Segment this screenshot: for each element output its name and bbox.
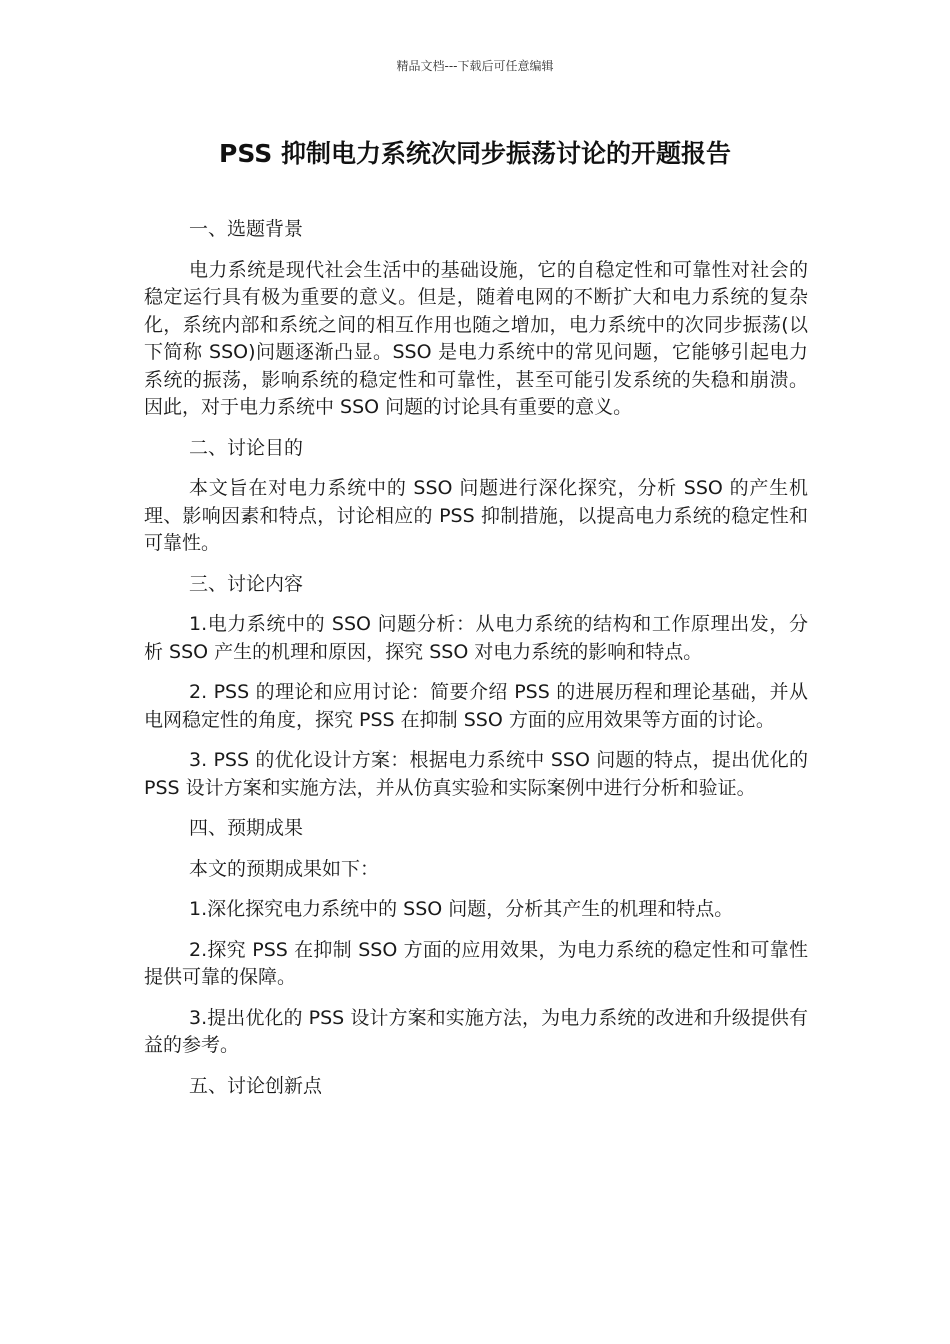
section-heading-outcomes: 四、预期成果	[189, 817, 304, 839]
section-heading-innovation: 五、讨论创新点	[189, 1074, 323, 1097]
header-note: 精品文档---下载后可任意编辑	[396, 59, 554, 73]
paragraph-outcome-3: 3.提出优化的 PSS 设计方案和实施方法，为电力系统的改进和升级提供有益的参考。	[144, 1006, 808, 1056]
document-body	[144, 216, 808, 1113]
paragraph-background: 电力系统是现代社会生活中的基础设施，它的自稳定性和可靠性对社会的稳定运行具有极为重要的意义。但是，随着电网的不断扩大和电力系统的复杂化，系统内部和系统之间的相互作用也随之增加，电力系统中的次同步振荡(以下简称 SSO)问题逐渐凸显。SSO 是电力系统中的常见问题，它能够引起电力系统的振荡，影响系统的稳定性和可靠性，甚至可能引发系统的失稳和崩溃。因此，对于电力系统中 SSO 问题的讨论具有重要的意义。	[144, 258, 808, 418]
paragraph-outcome-1: 1.深化探究电力系统中的 SSO 问题，分析其产生的机理和特点。	[189, 898, 734, 920]
paragraph-content-1: 1.电力系统中的 SSO 问题分析：从电力系统的结构和工作原理出发，分析 SSO 产生的机理和原因，探究 SSO 对电力系统的影响和特点。	[144, 613, 808, 663]
section-heading-background: 一、选题背景	[189, 218, 304, 240]
section-heading-content: 三、讨论内容	[189, 572, 304, 595]
paragraph-purpose: 本文旨在对电力系统中的 SSO 问题进行深化探究，分析 SSO 的产生机理、影响因素和特点，讨论相应的 PSS 抑制措施，以提高电力系统的稳定性和可靠性。	[144, 477, 808, 554]
paragraph-content-3: 3. PSS 的优化设计方案：根据电力系统中 SSO 问题的特点，提出优化的 PSS 设计方案和实施方法，并从仿真实验和实际案例中进行分析和验证。	[144, 749, 808, 799]
section-heading-purpose: 二、讨论目的	[189, 436, 304, 459]
paragraph-outcome-2: 2.探究 PSS 在抑制 SSO 方面的应用效果，为电力系统的稳定性和可靠性提供可靠的保障。	[144, 938, 808, 988]
paragraph-content-2: 2. PSS 的理论和应用讨论：简要介绍 PSS 的进展历程和理论基础，并从电网稳定性的角度，探究 PSS 在抑制 SSO 方面的应用效果等方面的讨论。	[144, 681, 808, 731]
document-title: PSS 抑制电力系统次同步振荡讨论的开题报告	[219, 139, 731, 168]
paragraph-outcomes-intro: 本文的预期成果如下：	[189, 857, 380, 880]
